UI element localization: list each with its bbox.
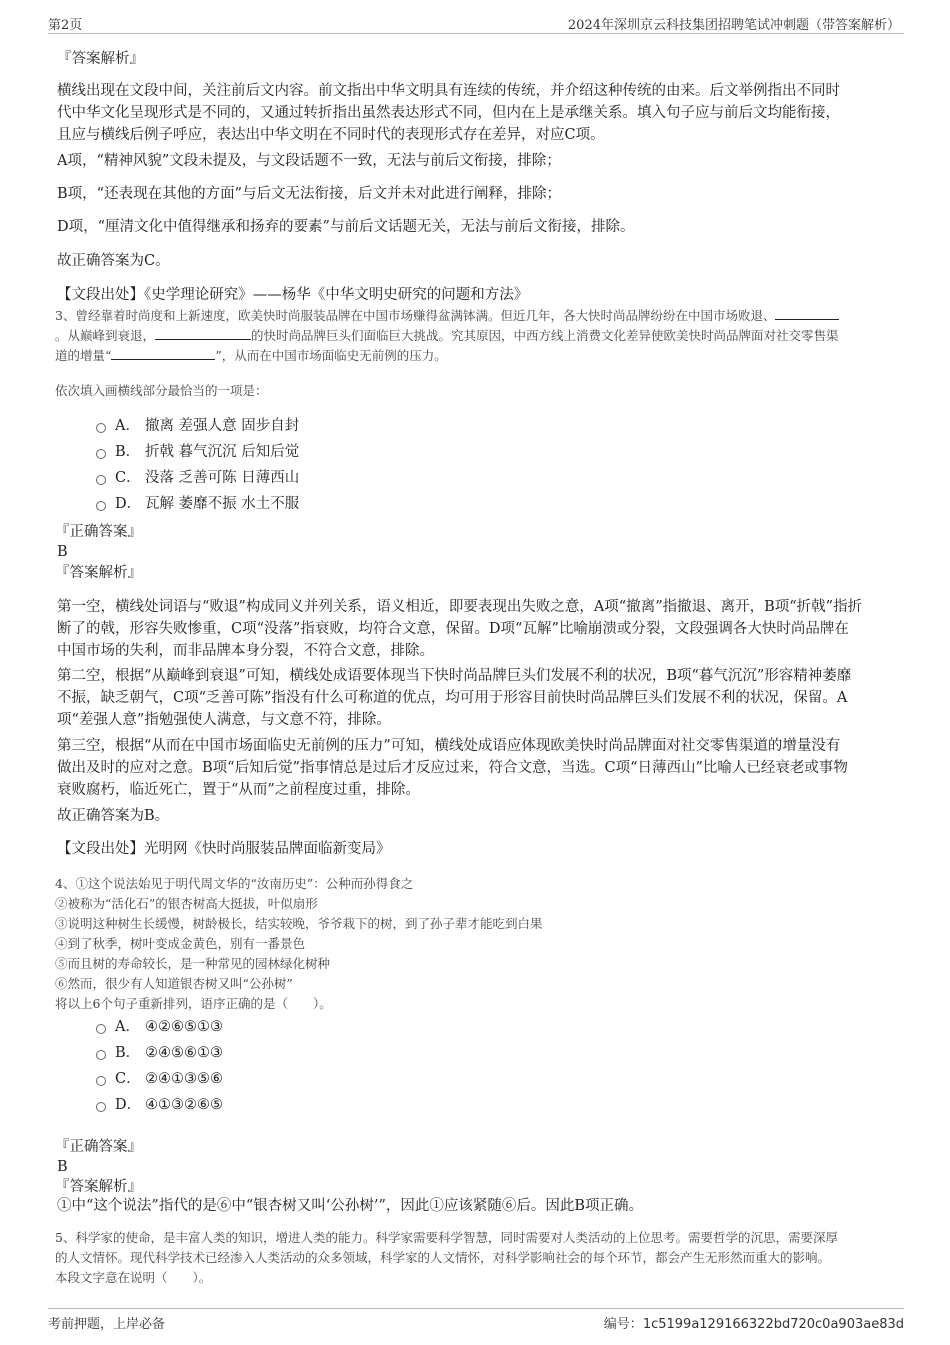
analysis-paragraph [57,80,893,146]
text-line: 且应与横线后例子呼应，表达出中华文明在不同时代的表现形式存在差异，对应C项。 [57,127,605,143]
text-line: 横线出现在文段中间，关注前后文内容。前文指出中华文明具有连续的传统，并介绍这种传统的由来。后文举例指出不同时 [57,83,840,99]
radio-icon[interactable] [96,449,106,459]
analysis-paragraph-1 [57,596,893,662]
analysis-text: ①中“这个说法”指代的是⑥中“银杏树又叫‘公孙树’”，因此①应该紧随⑥后。因此B项正确。 [57,1198,644,1214]
question-4-stem [55,874,895,1014]
header-divider [48,33,904,34]
text-line: ⑤而且树的寿命较长，是一种常见的园林绿化树种 [55,956,331,971]
option-d-analysis: D项，“厘清文化中值得继承和扬弃的要素”与前后文话题无关，无法与前后文衔接，排除。 [57,219,635,235]
correct-answer: B [57,1159,68,1175]
source: 【文段出处】光明网《快时尚服装品牌面临新变局》 [57,841,391,857]
conclusion: 故正确答案为B。 [57,808,170,824]
analysis-paragraph-2 [57,665,893,731]
option-c[interactable]: C． ②④①③⑤⑥ [96,1068,223,1090]
page-number: 第2页 [48,18,83,33]
analysis-label: 『答案解析』 [55,565,142,581]
text-line: 4、①这个说法始见于明代周文华的“汝南历史”：公种而孙得食之 [55,876,414,891]
footer-slogan: 考前押题，上岸必备 [48,1317,166,1332]
text-line: 的人文情怀。现代科学技术已经渗入人类活动的众多领域，科学家的人文情怀，对科学影响社会的每个环节，都会产生无形然而重大的影响。 [55,1250,831,1265]
radio-icon[interactable] [96,1050,106,1060]
fill-blank-3 [111,347,215,360]
option-a[interactable]: A． 撤离 差强人意 固步自封 [96,415,299,437]
text-line: 做出及时的应对之意。B项“后知后觉”指事情总是过后才反应过来，符合文意，当选。C项“日薄西山”比喻人已经衰老或事物 [57,760,848,776]
correct-answer-label: 『正确答案』 [55,524,142,540]
text-line: ③说明这种树生长缓慢，树龄极长，结实较晚，爷爷栽下的树，到了孙子辈才能吃到白果 [55,916,543,931]
text-line: 不振，缺乏朝气，C项“乏善可陈”指没有什么可称道的优点，均可用于形容目前快时尚品牌巨头们发展不利的状况，保留。A [57,690,848,706]
text-line: 项“差强人意”指勉强使人满意，与文意不符，排除。 [57,712,391,728]
text-line: ⑥然而，很少有人知道银杏树又叫“公孙树” [55,976,293,991]
text-line: 第二空，根据“从巅峰到衰退”可知，横线处成语要体现当下快时尚品牌巨头们发展不利的状况，B项“暮气沉沉”形容精神萎靡 [57,668,852,684]
conclusion: 故正确答案为C。 [57,253,170,269]
text-line: ④到了秋季，树叶变成金黄色，别有一番景色 [55,936,306,951]
text-line: 本段文字意在说明（ ）。 [55,1270,212,1285]
radio-icon[interactable] [96,475,106,485]
radio-icon[interactable] [96,501,106,511]
text-line: 3、曾经靠着时尚度和上新速度，欧美快时尚服装品牌在中国市场赚得盆满钵满。但近几年，各大快时尚品牌纷纷在中国市场败退、 [55,306,895,326]
text-line: 代中华文化呈现形式是不同的，又通过转折指出虽然表达形式不同，但内在上是承继关系。填入句子应与前后文均能衔接， [57,105,840,121]
source: 【文段出处】《史学理论研究》——杨华《中华文明史研究的问题和方法》 [57,287,529,303]
radio-icon[interactable] [96,1076,106,1086]
radio-icon[interactable] [96,1024,106,1034]
text-line: 第一空，横线处词语与“败退”构成同义并列关系，语义相近，即要表现出失败之意，A项“撤离”指撤退、离开，B项“折戟”指折 [57,599,863,615]
option-a[interactable]: A． ④②⑥⑤①③ [96,1016,223,1038]
text-line: 。从巅峰到衰退， 的快时尚品牌巨头们面临巨大挑战。究其原因，中西方线上消费文化差异使欧美快时尚品牌面对社交零售渠 [55,328,839,343]
document-title: 2024年深圳京云科技集团招聘笔试冲刺题（带答案解析） [567,18,900,33]
text-line: ②被称为“活化石”的银杏树高大挺拔，叶似扇形 [55,896,318,911]
text-line: 衰败腐朽，临近死亡，置于“从而”之前程度过重，排除。 [57,782,420,798]
option-b-analysis: B项，“还表现在其他的方面”与后文无法衔接，后文并未对此进行阐释，排除； [57,186,561,202]
radio-icon[interactable] [96,423,106,433]
document-id: 编号：1c5199a129166322bd720c0a903ae83d [603,1317,904,1332]
correct-answer-label: 『正确答案』 [55,1139,142,1155]
option-d[interactable]: D． ④①③②⑥⑤ [96,1094,223,1116]
text-line: 第三空，根据“从而在中国市场面临史无前例的压力”可知，横线处成语应体现欧美快时尚品牌面对社交零售渠道的增量没有 [57,738,841,754]
text-line: 道的增量“ ”，从而在中国市场面临史无前例的压力。 [55,348,447,363]
question-3-prompt: 依次填入画横线部分最恰当的一项是： [55,383,268,398]
question-5-stem [55,1228,895,1288]
footer-divider [48,1308,904,1309]
correct-answer: B [57,544,68,560]
question-3-stem [55,306,895,366]
option-a-analysis: A项，“精神风貌”文段未提及，与文段话题不一致，无法与前后文衔接，排除； [57,153,561,169]
text-line: 断了的戟，形容失败惨重，C项“没落”指衰败，均符合文意，保留。D项“瓦解”比喻崩溃或分裂，文段强调各大快时尚品牌在 [57,621,849,637]
option-d[interactable]: D． 瓦解 萎靡不振 水土不服 [96,493,299,515]
text-line: 5、科学家的使命，是丰富人类的知识，增进人类的能力。科学家需要科学智慧，同时需要对人类活动的上位思考。需要哲学的沉思，需要深厚 [55,1230,838,1245]
analysis-label: 『答案解析』 [55,1179,142,1195]
analysis-paragraph-3 [57,735,893,801]
radio-icon[interactable] [96,1102,106,1112]
fill-blank-2 [155,327,251,340]
text-line: 中国市场的失利，而非品牌本身分裂，不符合文意，排除。 [57,643,434,659]
text-line: 将以上6个句子重新排列，语序正确的是（ ）。 [55,996,332,1011]
option-b[interactable]: B． ②④⑤⑥①③ [96,1042,223,1064]
option-b[interactable]: B． 折戟 暮气沉沉 后知后觉 [96,441,299,463]
fill-blank-1 [775,307,839,320]
analysis-label: 『答案解析』 [57,51,144,67]
option-c[interactable]: C． 没落 乏善可陈 日薄西山 [96,467,299,489]
